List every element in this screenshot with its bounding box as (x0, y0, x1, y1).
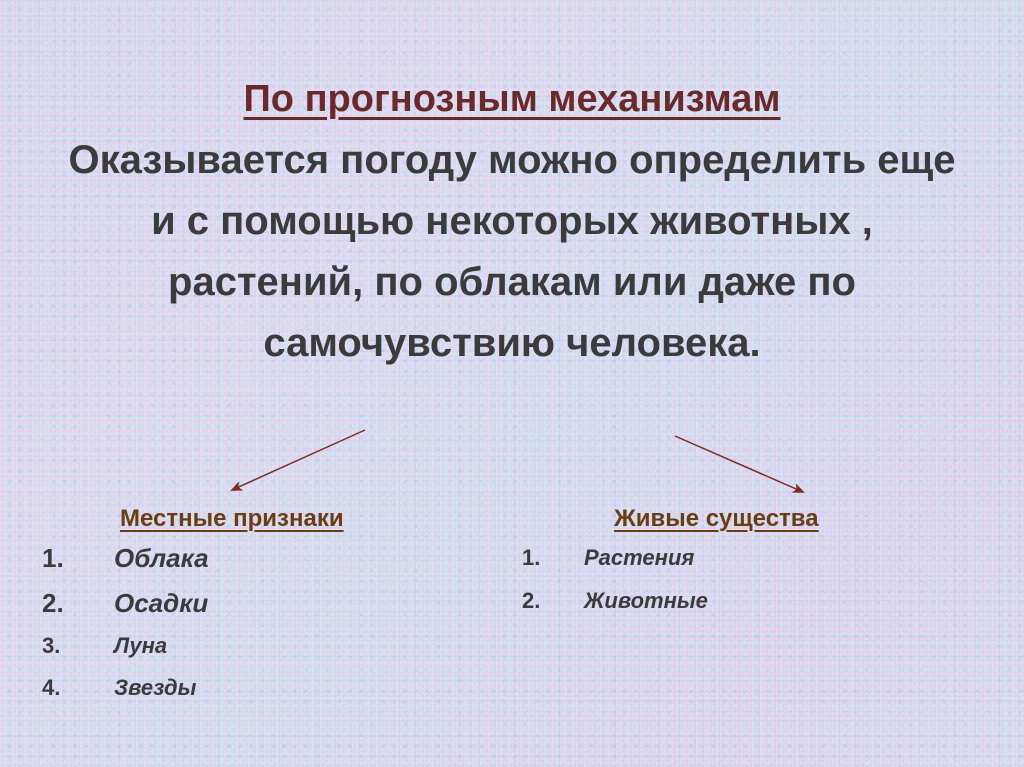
list-item (522, 545, 708, 588)
list-item (522, 588, 708, 631)
list-item-label: Животные (584, 588, 708, 613)
right-list (522, 545, 708, 631)
list-item (42, 633, 209, 675)
list-item-number: 1. (522, 545, 541, 570)
slide-title: По прогнозным механизмам (243, 78, 781, 120)
left-list (42, 543, 209, 717)
list-item-label: Облака (114, 543, 209, 573)
list-item-number: 1. (42, 543, 64, 573)
list-item-number: 4. (42, 675, 61, 700)
arrow-right (675, 436, 803, 492)
arrow-left (232, 430, 365, 490)
list-item-number: 2. (42, 588, 64, 618)
list-item-label: Осадки (114, 588, 209, 618)
list-item-label: Звезды (114, 675, 197, 700)
right-column-heading: Живые существа (614, 505, 819, 532)
left-column-heading: Местные признаки (120, 505, 344, 532)
slide-body-text: Оказывается погоду можно определить еще и с помощью некоторых животных , растений, по облакам или даже по самочувствию человека. (68, 138, 956, 365)
list-item (42, 588, 209, 633)
list-item-number: 3. (42, 633, 61, 658)
list-item-label: Луна (114, 633, 168, 658)
list-item (42, 543, 209, 588)
list-item (42, 675, 209, 717)
list-item-number: 2. (522, 588, 541, 613)
list-item-label: Растения (584, 545, 695, 570)
